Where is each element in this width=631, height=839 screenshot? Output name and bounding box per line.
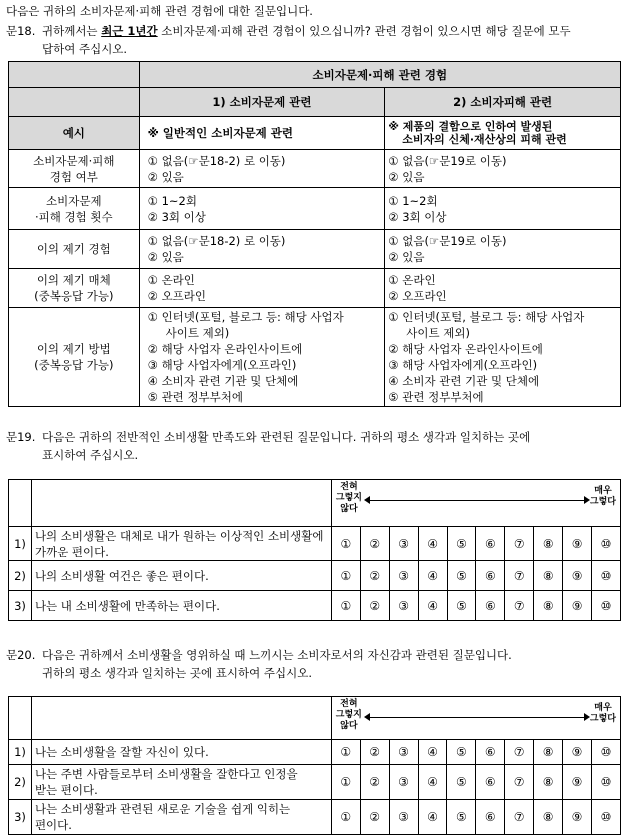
scale-option-1[interactable]: ① — [331, 765, 360, 800]
option[interactable]: ② 해당 사업자 온라인사이트에 — [147, 342, 303, 356]
row-label-line2: ·피해 경험 횟수 — [34, 209, 113, 224]
scale-option-3[interactable]: ③ — [389, 740, 418, 765]
option[interactable]: ④ 소비자 관련 기관 및 단체에 — [147, 374, 299, 388]
q19-heading — [6, 428, 626, 464]
scale-left-line1: 전혀 — [340, 482, 358, 492]
item-number: 3) — [9, 591, 32, 621]
q18-heading — [6, 22, 626, 58]
scale-arrow — [370, 500, 584, 501]
scale-option-2[interactable]: ② — [360, 591, 389, 621]
q18-row-experience — [9, 150, 621, 188]
q18-row-label — [9, 308, 140, 407]
scale-option-3[interactable]: ③ — [389, 561, 418, 591]
scale-option-5[interactable]: ⑤ — [447, 740, 476, 765]
q18-row-col1 — [139, 188, 385, 230]
q18-col1-header: 1) 소비자문제 관련 — [139, 88, 385, 117]
q19-number: 문19. — [6, 430, 36, 444]
option[interactable]: ② 있음 — [147, 169, 184, 184]
scale-option-9[interactable]: ⑨ — [563, 740, 592, 765]
scale-left-label — [336, 699, 362, 732]
scale-option-10[interactable]: ⑩ — [591, 765, 620, 800]
option[interactable]: ② 오프라인 — [147, 289, 207, 303]
scale-option-1[interactable]: ① — [331, 561, 360, 591]
scale-option-9[interactable]: ⑨ — [563, 527, 592, 561]
q18-col2-note-line2: 소비자의 신체·재산상의 피해 관련 — [402, 133, 567, 146]
scale-option-7[interactable]: ⑦ — [505, 527, 534, 561]
q20-table — [8, 696, 621, 835]
item-text: 나는 소비생활을 잘할 자신이 있다. — [31, 740, 331, 765]
scale-option-5[interactable]: ⑤ — [447, 527, 476, 561]
q20-text-line2: 귀하의 평소 생각과 일치하는 곳에 표시하여 주십시오. — [42, 666, 312, 680]
row-label-line1: 이의 제기 경험 — [36, 242, 111, 256]
q18-text-pre: 귀하께서는 — [42, 24, 102, 38]
q18-method-col1 — [139, 308, 385, 407]
row-label-line1: 소비자문제·피해 — [33, 153, 115, 168]
item-number: 2) — [9, 561, 32, 591]
q18-row-col1 — [139, 269, 385, 308]
scale-option-5[interactable]: ⑤ — [447, 765, 476, 800]
scale-option-4[interactable]: ④ — [418, 800, 447, 835]
scale-left-label — [336, 482, 362, 515]
scale-option-1[interactable]: ① — [331, 591, 360, 621]
option[interactable]: ② 3회 이상 — [388, 209, 447, 224]
option[interactable]: ① 1~2회 — [147, 193, 197, 208]
scale-option-6[interactable]: ⑥ — [476, 527, 505, 561]
scale-option-6[interactable]: ⑥ — [476, 800, 505, 835]
scale-option-10[interactable]: ⑩ — [592, 527, 621, 561]
scale-right-line2: 그렇다 — [589, 714, 616, 724]
q18-row-label — [9, 269, 140, 308]
item-text-line1: 나는 소비생활과 관련된 새로운 기술을 쉽게 익히는 — [34, 802, 291, 816]
item-number: 3) — [9, 800, 32, 835]
q18-emphasis: 최근 1년간 — [101, 24, 158, 38]
scale-right-line2: 그렇다 — [589, 497, 616, 507]
scale-option-3[interactable]: ③ — [389, 527, 418, 561]
option[interactable]: ② 있음 — [388, 250, 425, 264]
q19-text-line1: 다음은 귀하의 전반적인 소비생활 만족도와 관련된 질문입니다. 귀하의 평소 생각과 일치하는 곳에 — [42, 430, 531, 444]
q18-col2-note — [385, 117, 621, 150]
scale-option-10[interactable]: ⑩ — [591, 740, 620, 765]
scale-option-3[interactable]: ③ — [389, 591, 418, 621]
scale-option-5[interactable]: ⑤ — [447, 800, 476, 835]
scale-option-2[interactable]: ② — [360, 800, 389, 835]
q18-row-method — [9, 308, 621, 407]
scale-option-6[interactable]: ⑥ — [476, 591, 505, 621]
q18-blank-header-2 — [9, 88, 140, 117]
scale-option-8[interactable]: ⑧ — [534, 740, 563, 765]
q18-row-col2 — [385, 150, 621, 188]
q18-text-post: 소비자문제·피해 관련 경험이 있으십니까? 관련 경험이 있으시면 해당 질문에 모두 — [157, 24, 571, 38]
q20-item-2 — [9, 765, 621, 800]
q18-row-col2 — [385, 230, 621, 269]
q19-blank-header — [31, 480, 331, 527]
scale-option-7[interactable]: ⑦ — [505, 740, 534, 765]
scale-option-4[interactable]: ④ — [418, 591, 447, 621]
scale-arrow — [370, 717, 584, 718]
q19-blank-corner — [9, 480, 32, 527]
option[interactable]: ① 인터넷(포털, 블로그 등: 해당 사업자 — [147, 310, 344, 324]
scale-option-3[interactable]: ③ — [389, 800, 418, 835]
item-text-line2: 편이다. — [34, 818, 72, 832]
row-label-line1: 소비자문제 — [46, 193, 102, 208]
option[interactable]: ① 없음(☞문19로 이동) — [388, 234, 507, 248]
item-text — [31, 800, 331, 835]
scale-left-line2: 그렇지 — [335, 710, 362, 720]
scale-option-7[interactable]: ⑦ — [505, 800, 534, 835]
scale-option-9[interactable]: ⑨ — [563, 765, 592, 800]
scale-option-4[interactable]: ④ — [418, 740, 447, 765]
scale-option-2[interactable]: ② — [360, 765, 389, 800]
scale-option-2[interactable]: ② — [360, 527, 389, 561]
option[interactable]: ② 3회 이상 — [147, 209, 206, 224]
item-number: 1) — [9, 740, 32, 765]
q19-table — [8, 479, 621, 621]
q18-col2-note-line1: ※ 제품의 결함으로 인하여 발생된 — [388, 120, 553, 133]
q18-number: 문18. — [6, 24, 36, 38]
q19-item-1 — [9, 527, 621, 561]
q18-example-label: 예시 — [9, 117, 140, 150]
option[interactable]: ② 있음 — [388, 169, 425, 184]
q19-item-2 — [9, 561, 621, 591]
q18-table — [8, 61, 621, 407]
scale-option-5[interactable]: ⑤ — [447, 591, 476, 621]
option[interactable]: ② 해당 사업자 온라인사이트에 — [388, 342, 543, 356]
row-label-line1: 이의 제기 방법 — [36, 342, 111, 356]
row-label-line2: 경험 여부 — [49, 169, 98, 184]
scale-option-4[interactable]: ④ — [418, 765, 447, 800]
row-label-line1: 이의 제기 매체 — [36, 273, 111, 287]
scale-option-2[interactable]: ② — [360, 740, 389, 765]
q19-text-line2: 표시하여 주십시오. — [42, 448, 139, 462]
scale-option-8[interactable]: ⑧ — [534, 765, 563, 800]
item-text: 나는 내 소비생활에 만족하는 편이다. — [31, 591, 331, 621]
q18-text-line2: 답하여 주십시오. — [42, 42, 128, 56]
option[interactable]: ① 없음(☞문18-2) 로 이동) — [147, 234, 286, 248]
scale-option-7[interactable]: ⑦ — [505, 561, 534, 591]
item-text — [31, 527, 331, 561]
scale-option-7[interactable]: ⑦ — [505, 765, 534, 800]
item-text-line2: 가까운 편이다. — [34, 544, 109, 559]
scale-right-line1: 매우 — [594, 703, 612, 713]
option[interactable]: ② 오프라인 — [388, 289, 447, 303]
scale-left-line2: 그렇지 — [335, 493, 362, 503]
option[interactable]: ① 인터넷(포털, 블로그 등: 해당 사업자 — [388, 310, 585, 324]
q20-number: 문20. — [6, 648, 36, 662]
scale-option-1[interactable]: ① — [331, 740, 360, 765]
scale-option-10[interactable]: ⑩ — [592, 591, 621, 621]
q18-row-label — [9, 150, 140, 188]
scale-option-9[interactable]: ⑨ — [563, 800, 592, 835]
scale-option-8[interactable]: ⑧ — [534, 527, 563, 561]
option[interactable]: ④ 소비자 관련 기관 및 단체에 — [388, 374, 540, 388]
scale-option-8[interactable]: ⑧ — [534, 561, 563, 591]
q20-text-line1: 다음은 귀하께서 소비생활을 영위하실 때 느끼시는 소비자로서의 자신감과 관련된 질문입니다. — [42, 648, 512, 662]
scale-right-label — [590, 486, 616, 508]
scale-option-8[interactable]: ⑧ — [534, 591, 563, 621]
scale-option-10[interactable]: ⑩ — [592, 561, 621, 591]
q18-col1-note: ※ 일반적인 소비자문제 관련 — [139, 117, 385, 150]
scale-option-1[interactable]: ① — [331, 800, 360, 835]
scale-option-10[interactable]: ⑩ — [591, 800, 620, 835]
scale-option-4[interactable]: ④ — [418, 561, 447, 591]
scale-left-line1: 전혀 — [340, 699, 358, 709]
option[interactable]: ① 1~2회 — [388, 193, 438, 208]
q20-heading — [6, 646, 626, 682]
option-cont: 사이트 제외) — [406, 326, 470, 340]
scale-option-6[interactable]: ⑥ — [476, 740, 505, 765]
q18-row-count — [9, 188, 621, 230]
q18-row-col2 — [385, 188, 621, 230]
option[interactable]: ① 없음(☞문19로 이동) — [388, 153, 507, 168]
option[interactable]: ③ 해당 사업자에게(오프라인) — [147, 358, 297, 372]
q18-row-col1 — [139, 150, 385, 188]
scale-option-9[interactable]: ⑨ — [563, 591, 592, 621]
row-label-line2: (중복응답 가능) — [34, 289, 114, 303]
scale-right-line1: 매우 — [594, 486, 612, 496]
item-text — [31, 765, 331, 800]
q18-blank-header — [9, 62, 140, 88]
item-number: 1) — [9, 527, 32, 561]
q18-row-col2 — [385, 269, 621, 308]
item-text-line1: 나는 주변 사람들로부터 소비생활을 잘한다고 인정을 — [34, 767, 298, 781]
option[interactable]: ⑤ 관련 정부부처에 — [388, 390, 484, 404]
scale-option-6[interactable]: ⑥ — [476, 561, 505, 591]
q18-row-objection — [9, 230, 621, 269]
scale-left-line3: 않다 — [340, 504, 358, 514]
option-cont: 사이트 제외) — [165, 326, 230, 340]
q18-row-col1 — [139, 230, 385, 269]
row-label-line2: (중복응답 가능) — [34, 358, 114, 372]
scale-option-1[interactable]: ① — [331, 527, 360, 561]
q19-scale-header — [331, 480, 620, 527]
option[interactable]: ① 온라인 — [388, 273, 436, 287]
q20-scale-header — [331, 697, 620, 740]
scale-option-8[interactable]: ⑧ — [534, 800, 563, 835]
option[interactable]: ① 없음(☞문18-2) 로 이동) — [147, 153, 286, 168]
section-intro: 다음은 귀하의 소비자문제·피해 관련 경험에 대한 질문입니다. — [6, 4, 313, 18]
q18-group-header: 소비자문제·피해 관련 경험 — [139, 62, 620, 88]
scale-option-3[interactable]: ③ — [389, 765, 418, 800]
option[interactable]: ⑤ 관련 정부부처에 — [147, 390, 243, 404]
option[interactable]: ① 온라인 — [147, 273, 195, 287]
scale-option-9[interactable]: ⑨ — [563, 561, 592, 591]
q20-blank-corner — [9, 697, 32, 740]
q18-row-label — [9, 188, 140, 230]
q20-item-1 — [9, 740, 621, 765]
item-text-line2: 받는 편이다. — [34, 783, 98, 797]
scale-option-5[interactable]: ⑤ — [447, 561, 476, 591]
scale-right-label — [590, 703, 616, 725]
q18-col2-header: 2) 소비자피해 관련 — [385, 88, 621, 117]
scale-option-2[interactable]: ② — [360, 561, 389, 591]
q18-method-col2 — [385, 308, 621, 407]
scale-option-4[interactable]: ④ — [418, 527, 447, 561]
q19-item-3 — [9, 591, 621, 621]
q20-blank-header — [31, 697, 331, 740]
q18-row-media — [9, 269, 621, 308]
scale-option-7[interactable]: ⑦ — [505, 591, 534, 621]
item-number: 2) — [9, 765, 32, 800]
q20-item-3 — [9, 800, 621, 835]
scale-left-line3: 않다 — [340, 721, 358, 731]
option[interactable]: ② 있음 — [147, 250, 184, 264]
item-text: 나의 소비생활 여건은 좋은 편이다. — [31, 561, 331, 591]
scale-option-6[interactable]: ⑥ — [476, 765, 505, 800]
q18-row-label — [9, 230, 140, 269]
item-text-line1: 나의 소비생활은 대체로 내가 원하는 이상적인 소비생활에 — [34, 528, 324, 543]
option[interactable]: ③ 해당 사업자에게(오프라인) — [388, 358, 538, 372]
